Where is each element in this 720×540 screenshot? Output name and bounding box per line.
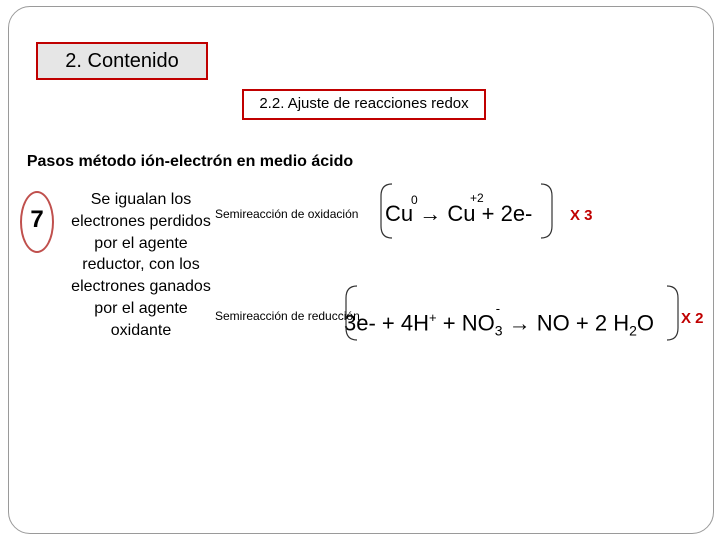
subsection-title: 2.2. Ajuste de reacciones redox <box>259 95 469 112</box>
oxidation-bracket-left <box>381 184 392 238</box>
hydrogen-ion: 4H <box>400 310 430 336</box>
reduction-label: Semireacción de reducción <box>215 309 360 323</box>
plus-sign: + <box>442 310 456 336</box>
oxidation-multiplier: X 3 <box>570 207 593 224</box>
electrons-lost: + 2e- <box>481 201 533 226</box>
water-subscript: 2 <box>629 322 637 339</box>
nitrate-subscript: 3 <box>494 322 503 339</box>
step-number: 7 <box>30 206 44 233</box>
steps-heading: Pasos método ión-electrón en medio ácido <box>26 153 354 170</box>
copper-reactant: Cu <box>385 201 414 226</box>
products: NO + 2 H <box>536 310 630 336</box>
step-description: Se igualan los electrones perdidos por el agente reductor, con los electrones ganados por el agente oxidante <box>71 191 211 339</box>
oxidation-bracket-right <box>541 184 552 238</box>
section-title: 2. Contenido <box>65 50 179 72</box>
reaction-arrow: → <box>508 310 531 336</box>
reaction-arrow: → <box>419 201 442 226</box>
hydrogen-charge: + <box>429 310 437 325</box>
nitrate-ion: NO <box>461 310 495 336</box>
oxidation-label: Semireacción de oxidación <box>215 207 359 221</box>
oxidation-state-right: +2 <box>470 191 484 205</box>
nitrate-charge: - <box>495 301 501 317</box>
electrons-gained: 3e- <box>344 310 376 336</box>
oxidation-state-left: 0 <box>411 193 418 207</box>
plus-sign: + <box>381 310 395 336</box>
reduction-bracket-right <box>667 286 678 340</box>
copper-product: Cu <box>447 201 476 226</box>
reduction-bracket-left <box>346 286 357 340</box>
reduction-multiplier: X 2 <box>681 310 704 327</box>
products-oxygen: O <box>636 310 655 336</box>
